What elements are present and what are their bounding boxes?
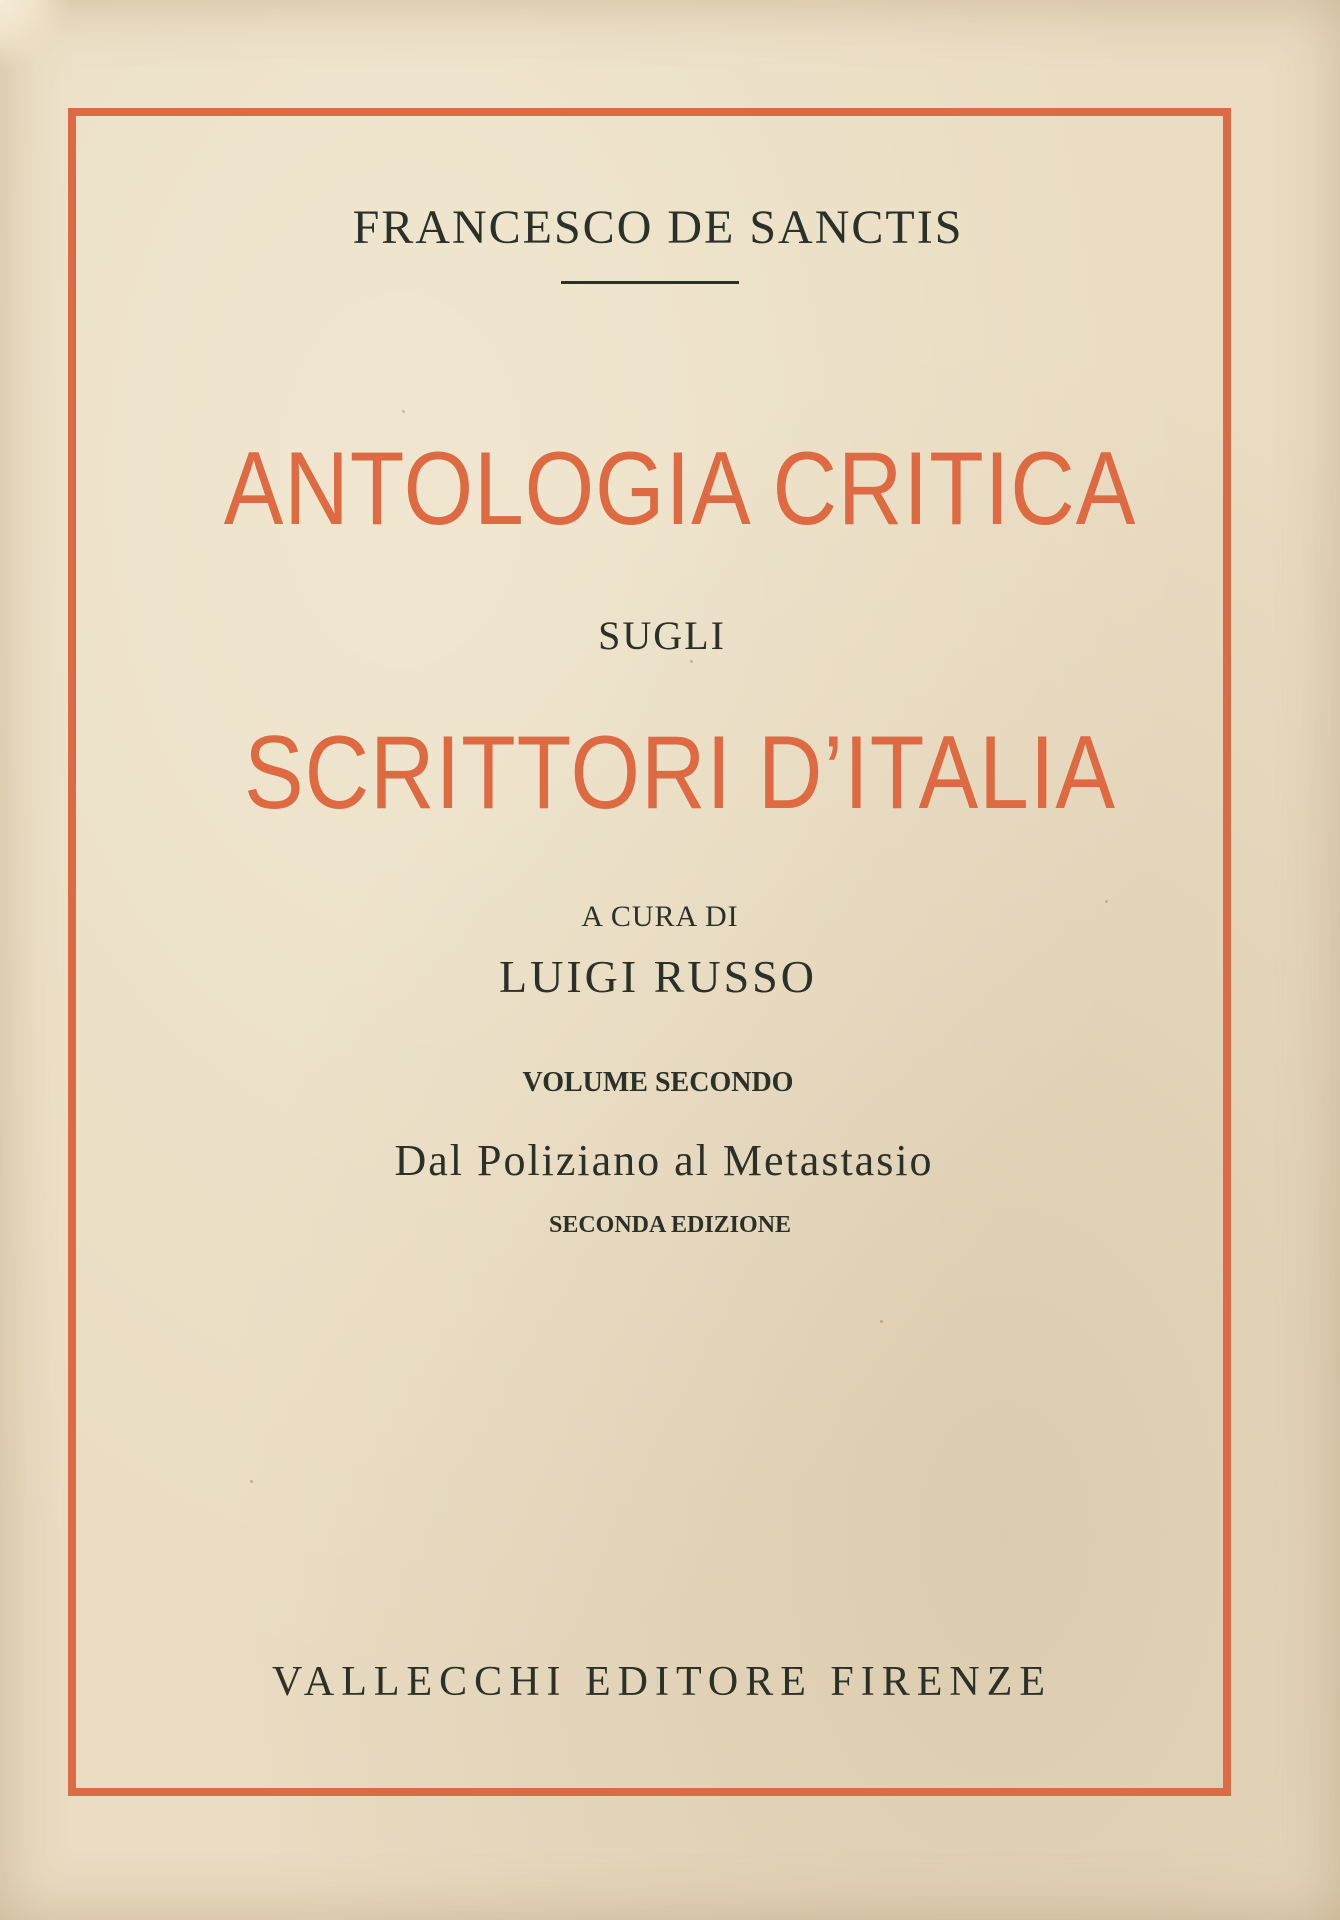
editor-name: LUIGI RUSSO xyxy=(499,951,817,1002)
title-line-2: SCRITTORI D’ITALIA xyxy=(244,715,1116,831)
volume-subtitle: Dal Poliziano al Metastasio xyxy=(394,1136,934,1185)
volume-label: VOLUME SECONDO xyxy=(522,1067,794,1098)
title-line-1: ANTOLOGIA CRITICA xyxy=(223,431,1137,547)
edition-label: SECONDA EDIZIONE xyxy=(548,1212,792,1238)
publisher-imprint: VALLECCHI EDITORE FIRENZE xyxy=(271,1659,1053,1705)
author-underline xyxy=(561,281,739,284)
title-connector: SUGLI xyxy=(598,613,726,658)
author-name: FRANCESCO DE SANCTIS xyxy=(352,201,964,254)
worn-corner xyxy=(0,0,70,70)
editor-prefix: A CURA DI xyxy=(581,900,739,933)
